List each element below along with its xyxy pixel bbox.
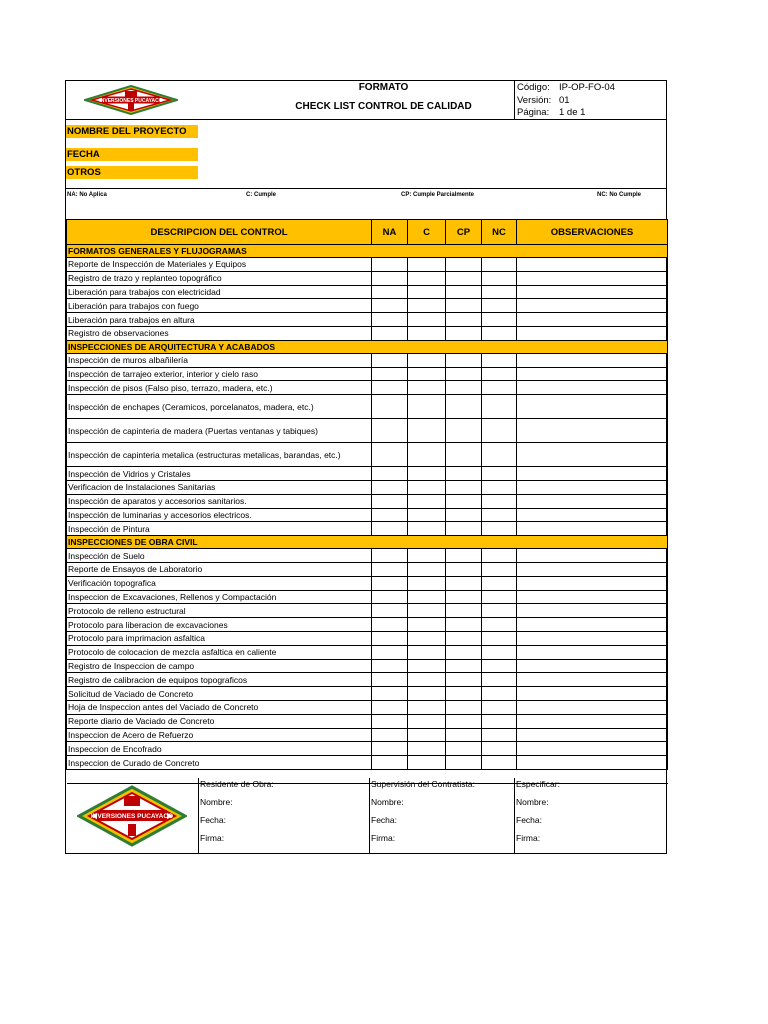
table-row <box>67 419 668 443</box>
legend-na: NA: No Aplica <box>67 192 107 198</box>
cp-checkbox-cell[interactable] <box>446 576 482 590</box>
cp-checkbox-cell[interactable] <box>446 258 482 272</box>
table-row <box>67 673 668 687</box>
footer-logo <box>66 778 198 854</box>
signature-footer <box>66 778 666 854</box>
nc-checkbox-cell[interactable] <box>482 728 517 742</box>
nc-checkbox-cell[interactable] <box>482 576 517 590</box>
nc-checkbox-cell[interactable] <box>482 673 517 687</box>
control-description: Inspección de aparatos y accesorios sanitarios. <box>67 494 372 508</box>
table-row <box>67 742 668 756</box>
supervisor-date-field[interactable]: Fecha: <box>371 815 397 825</box>
control-description: Liberación para trabajos en altura <box>67 313 372 327</box>
table-row <box>67 728 668 742</box>
nc-checkbox-cell[interactable] <box>482 700 517 714</box>
code-value: IP-OP-FO-04 <box>559 82 615 93</box>
observations-cell[interactable] <box>517 562 668 576</box>
c-checkbox-cell[interactable] <box>408 562 446 576</box>
company-logo <box>66 81 196 119</box>
na-checkbox-cell[interactable] <box>372 631 408 645</box>
c-checkbox-cell[interactable] <box>408 659 446 673</box>
nc-checkbox-cell[interactable] <box>482 353 517 367</box>
control-description: Liberación para trabajos con fuego <box>67 299 372 313</box>
legend-cp: CP: Cumple Parcialmente <box>401 192 475 198</box>
table-row <box>67 549 668 563</box>
resident-date-field[interactable]: Fecha: <box>200 815 226 825</box>
c-checkbox-cell[interactable] <box>408 700 446 714</box>
observations-cell[interactable] <box>517 590 668 604</box>
table-row <box>67 443 668 467</box>
nc-checkbox-cell[interactable] <box>482 271 517 285</box>
control-description: Verificación topografica <box>67 576 372 590</box>
observations-cell[interactable] <box>517 367 668 381</box>
c-checkbox-cell[interactable] <box>408 443 446 467</box>
cp-checkbox-cell[interactable] <box>446 687 482 701</box>
c-checkbox-cell[interactable] <box>408 419 446 443</box>
resident-signature-block <box>198 778 369 854</box>
form-header <box>66 81 666 120</box>
c-checkbox-cell[interactable] <box>408 590 446 604</box>
na-checkbox-cell[interactable] <box>372 562 408 576</box>
c-checkbox-cell[interactable] <box>408 258 446 272</box>
nc-checkbox-cell[interactable] <box>482 299 517 313</box>
observations-cell[interactable] <box>517 522 668 536</box>
observations-cell[interactable] <box>517 258 668 272</box>
version-value: 01 <box>559 95 570 106</box>
c-checkbox-cell[interactable] <box>408 494 446 508</box>
control-description: Registro de observaciones <box>67 326 372 340</box>
na-checkbox-cell[interactable] <box>372 271 408 285</box>
version-row <box>517 95 570 106</box>
c-checkbox-cell[interactable] <box>408 673 446 687</box>
observations-cell[interactable] <box>517 728 668 742</box>
c-checkbox-cell[interactable] <box>408 326 446 340</box>
control-description: Reporte de Inspección de Materiales y Equipos <box>67 258 372 272</box>
nc-checkbox-cell[interactable] <box>482 687 517 701</box>
control-description: Reporte diario de Vaciado de Concreto <box>67 714 372 728</box>
table-row <box>67 508 668 522</box>
observations-cell[interactable] <box>517 480 668 494</box>
nc-checkbox-cell[interactable] <box>482 714 517 728</box>
control-description: Inspección de capinteria metalica (estructuras metalicas, barandas, etc.) <box>67 443 372 467</box>
table-row <box>67 494 668 508</box>
observations-cell[interactable] <box>517 673 668 687</box>
observations-cell[interactable] <box>517 659 668 673</box>
observations-cell[interactable] <box>517 353 668 367</box>
na-checkbox-cell[interactable] <box>372 381 408 395</box>
observations-cell[interactable] <box>517 467 668 481</box>
control-description: Reporte de Ensayos de Laboratorio <box>67 562 372 576</box>
control-description: Inspección de enchapes (Ceramicos, porcelanatos, madera, etc.) <box>67 395 372 419</box>
control-description: Verificacion de Instalaciones Sanitarias <box>67 480 372 494</box>
resident-title: Residente de Obra: <box>200 779 274 789</box>
na-checkbox-cell[interactable] <box>372 756 408 770</box>
observations-cell[interactable] <box>517 576 668 590</box>
control-description: Registro de calibracion de equipos topograficos <box>67 673 372 687</box>
control-description: Inspección de muros albañilería <box>67 353 372 367</box>
cp-checkbox-cell[interactable] <box>446 756 482 770</box>
table-row <box>67 576 668 590</box>
col-header-description: DESCRIPCION DEL CONTROL <box>67 220 372 245</box>
observations-cell[interactable] <box>517 419 668 443</box>
observations-cell[interactable] <box>517 714 668 728</box>
table-row <box>67 271 668 285</box>
nc-checkbox-cell[interactable] <box>482 285 517 299</box>
version-label: Versión: <box>517 95 552 106</box>
na-checkbox-cell[interactable] <box>372 659 408 673</box>
date-field[interactable]: FECHA <box>66 148 198 161</box>
col-header-observations: OBSERVACIONES <box>517 220 668 245</box>
control-description: Inspección de pisos (Falso piso, terrazo, madera, etc.) <box>67 381 372 395</box>
page-label: Página: <box>517 107 550 118</box>
other-date-field[interactable]: Fecha: <box>516 815 542 825</box>
observations-cell[interactable] <box>517 271 668 285</box>
cp-checkbox-cell[interactable] <box>446 381 482 395</box>
table-row <box>67 353 668 367</box>
checklist-body <box>67 245 668 784</box>
control-description: Inspección de luminarias y accesorios electricos. <box>67 508 372 522</box>
nc-checkbox-cell[interactable] <box>482 549 517 563</box>
cp-checkbox-cell[interactable] <box>446 419 482 443</box>
na-checkbox-cell[interactable] <box>372 443 408 467</box>
control-description: Solicitud de Vaciado de Concreto <box>67 687 372 701</box>
na-checkbox-cell[interactable] <box>372 522 408 536</box>
legend-nc: NC: No Cumple <box>597 192 641 198</box>
observations-cell[interactable] <box>517 549 668 563</box>
na-checkbox-cell[interactable] <box>372 299 408 313</box>
supervisor-title: Supervisión del Contratista: <box>371 779 475 789</box>
section-title: FORMATOS GENERALES Y FLUJOGRAMAS <box>67 245 668 258</box>
observations-cell[interactable] <box>517 443 668 467</box>
other-name-field[interactable]: Nombre: <box>516 797 549 807</box>
c-checkbox-cell[interactable] <box>408 522 446 536</box>
c-checkbox-cell[interactable] <box>408 742 446 756</box>
na-checkbox-cell[interactable] <box>372 258 408 272</box>
control-description: Inspección de Pintura <box>67 522 372 536</box>
nc-checkbox-cell[interactable] <box>482 631 517 645</box>
table-row <box>67 687 668 701</box>
code-label: Código: <box>517 82 550 93</box>
section-title: INSPECCIONES DE ARQUITECTURA Y ACABADOS <box>67 340 668 353</box>
table-row <box>67 756 668 770</box>
table-row <box>67 258 668 272</box>
control-description: Inspección de Vidrios y Cristales <box>67 467 372 481</box>
col-header-na: NA <box>372 220 408 245</box>
na-checkbox-cell[interactable] <box>372 395 408 419</box>
resident-name-field[interactable]: Nombre: <box>200 797 233 807</box>
cp-checkbox-cell[interactable] <box>446 443 482 467</box>
other-signature-block <box>514 778 666 854</box>
nc-checkbox-cell[interactable] <box>482 522 517 536</box>
nc-checkbox-cell[interactable] <box>482 443 517 467</box>
section-row <box>67 245 668 258</box>
na-checkbox-cell[interactable] <box>372 367 408 381</box>
observations-cell[interactable] <box>517 618 668 632</box>
document-control-block <box>514 81 666 119</box>
cp-checkbox-cell[interactable] <box>446 728 482 742</box>
cp-checkbox-cell[interactable] <box>446 742 482 756</box>
table-row <box>67 467 668 481</box>
cp-checkbox-cell[interactable] <box>446 673 482 687</box>
control-description: Protocolo para liberacion de excavaciones <box>67 618 372 632</box>
na-checkbox-cell[interactable] <box>372 353 408 367</box>
observations-cell[interactable] <box>517 700 668 714</box>
c-checkbox-cell[interactable] <box>408 756 446 770</box>
cp-checkbox-cell[interactable] <box>446 467 482 481</box>
control-description: Protocolo para imprimacion asfaltica <box>67 631 372 645</box>
svg-text:INVERSIONES PUCAYACO: INVERSIONES PUCAYACO <box>90 813 174 820</box>
cp-checkbox-cell[interactable] <box>446 604 482 618</box>
form-type-label: FORMATO <box>358 82 409 93</box>
cp-checkbox-cell[interactable] <box>446 353 482 367</box>
code-row <box>517 82 615 93</box>
nc-checkbox-cell[interactable] <box>482 467 517 481</box>
table-row <box>67 700 668 714</box>
table-row <box>67 313 668 327</box>
checklist-table <box>66 219 668 784</box>
table-row <box>67 590 668 604</box>
na-checkbox-cell[interactable] <box>372 467 408 481</box>
control-description: Protocolo de relleno estructural <box>67 604 372 618</box>
form-title: CHECK LIST CONTROL DE CALIDAD <box>295 101 472 112</box>
col-header-cp: CP <box>446 220 482 245</box>
table-row <box>67 631 668 645</box>
c-checkbox-cell[interactable] <box>408 299 446 313</box>
na-checkbox-cell[interactable] <box>372 742 408 756</box>
page-value: 1 de 1 <box>559 107 586 118</box>
observations-cell[interactable] <box>517 285 668 299</box>
control-description: Inspeccion de Encofrado <box>67 742 372 756</box>
project-info <box>66 121 666 189</box>
project-name-field[interactable]: NOMBRE DEL PROYECTO <box>66 125 198 138</box>
observations-cell[interactable] <box>517 313 668 327</box>
cp-checkbox-cell[interactable] <box>446 659 482 673</box>
nc-checkbox-cell[interactable] <box>482 562 517 576</box>
c-checkbox-cell[interactable] <box>408 381 446 395</box>
table-row <box>67 714 668 728</box>
control-description: Inspeccion de Acero de Refuerzo <box>67 728 372 742</box>
observations-cell[interactable] <box>517 645 668 659</box>
control-description: Registro de trazo y replanteo topográfico <box>67 271 372 285</box>
na-checkbox-cell[interactable] <box>372 419 408 443</box>
nc-checkbox-cell[interactable] <box>482 508 517 522</box>
na-checkbox-cell[interactable] <box>372 508 408 522</box>
c-checkbox-cell[interactable] <box>408 367 446 381</box>
observations-cell[interactable] <box>517 742 668 756</box>
cp-checkbox-cell[interactable] <box>446 367 482 381</box>
nc-checkbox-cell[interactable] <box>482 604 517 618</box>
table-row <box>67 381 668 395</box>
observations-cell[interactable] <box>517 604 668 618</box>
table-row <box>67 562 668 576</box>
c-checkbox-cell[interactable] <box>408 618 446 632</box>
control-description: Inspección de tarrajeo exterior, interior y cielo raso <box>67 367 372 381</box>
observations-cell[interactable] <box>517 381 668 395</box>
control-description: Inspección de Suelo <box>67 549 372 563</box>
observations-cell[interactable] <box>517 687 668 701</box>
c-checkbox-cell[interactable] <box>408 271 446 285</box>
cp-checkbox-cell[interactable] <box>446 522 482 536</box>
others-field[interactable]: OTROS <box>66 166 198 179</box>
cp-checkbox-cell[interactable] <box>446 299 482 313</box>
legend-c: C: Cumple <box>246 192 276 198</box>
control-description: Hoja de Inspeccion antes del Vaciado de Concreto <box>67 700 372 714</box>
table-row <box>67 395 668 419</box>
nc-checkbox-cell[interactable] <box>482 659 517 673</box>
cp-checkbox-cell[interactable] <box>446 508 482 522</box>
supervisor-signature-field[interactable]: Firma: <box>371 833 396 843</box>
supervisor-name-field[interactable]: Nombre: <box>371 797 404 807</box>
control-description: Inspeccion de Excavaciones, Rellenos y Compactación <box>67 590 372 604</box>
observations-cell[interactable] <box>517 508 668 522</box>
cp-checkbox-cell[interactable] <box>446 590 482 604</box>
c-checkbox-cell[interactable] <box>408 687 446 701</box>
c-checkbox-cell[interactable] <box>408 395 446 419</box>
col-header-c: C <box>408 220 446 245</box>
c-checkbox-cell[interactable] <box>408 508 446 522</box>
cp-checkbox-cell[interactable] <box>446 562 482 576</box>
na-checkbox-cell[interactable] <box>372 687 408 701</box>
na-checkbox-cell[interactable] <box>372 728 408 742</box>
cp-checkbox-cell[interactable] <box>446 714 482 728</box>
table-row <box>67 299 668 313</box>
c-checkbox-cell[interactable] <box>408 645 446 659</box>
na-checkbox-cell[interactable] <box>372 700 408 714</box>
c-checkbox-cell[interactable] <box>408 285 446 299</box>
c-checkbox-cell[interactable] <box>408 313 446 327</box>
table-row <box>67 285 668 299</box>
observations-cell[interactable] <box>517 756 668 770</box>
form-title-block <box>256 81 511 119</box>
cp-checkbox-cell[interactable] <box>446 645 482 659</box>
nc-checkbox-cell[interactable] <box>482 645 517 659</box>
na-checkbox-cell[interactable] <box>372 576 408 590</box>
other-title: Especificar: <box>516 779 560 789</box>
nc-checkbox-cell[interactable] <box>482 313 517 327</box>
c-checkbox-cell[interactable] <box>408 353 446 367</box>
other-signature-field[interactable]: Firma: <box>516 833 541 843</box>
table-row <box>67 480 668 494</box>
nc-checkbox-cell[interactable] <box>482 742 517 756</box>
na-checkbox-cell[interactable] <box>372 285 408 299</box>
control-description: Inspeccion de Curado de Concreto <box>67 756 372 770</box>
c-checkbox-cell[interactable] <box>408 728 446 742</box>
nc-checkbox-cell[interactable] <box>482 258 517 272</box>
nc-checkbox-cell[interactable] <box>482 419 517 443</box>
na-checkbox-cell[interactable] <box>372 480 408 494</box>
observations-cell[interactable] <box>517 299 668 313</box>
control-description: Inspección de capinteria de madera (Puertas ventanas y tabiques) <box>67 419 372 443</box>
c-checkbox-cell[interactable] <box>408 576 446 590</box>
na-checkbox-cell[interactable] <box>372 645 408 659</box>
na-checkbox-cell[interactable] <box>372 714 408 728</box>
resident-signature-field[interactable]: Firma: <box>200 833 225 843</box>
cp-checkbox-cell[interactable] <box>446 285 482 299</box>
table-row <box>67 618 668 632</box>
cp-checkbox-cell[interactable] <box>446 618 482 632</box>
svg-text:INVERSIONES PUCAYACO: INVERSIONES PUCAYACO <box>99 98 163 104</box>
na-checkbox-cell[interactable] <box>372 549 408 563</box>
c-checkbox-cell[interactable] <box>408 480 446 494</box>
section-row <box>67 536 668 549</box>
cp-checkbox-cell[interactable] <box>446 494 482 508</box>
c-checkbox-cell[interactable] <box>408 631 446 645</box>
section-title: INSPECCIONES DE OBRA CIVIL <box>67 536 668 549</box>
table-row <box>67 522 668 536</box>
nc-checkbox-cell[interactable] <box>482 494 517 508</box>
na-checkbox-cell[interactable] <box>372 590 408 604</box>
cp-checkbox-cell[interactable] <box>446 326 482 340</box>
na-checkbox-cell[interactable] <box>372 494 408 508</box>
cp-checkbox-cell[interactable] <box>446 549 482 563</box>
section-row <box>67 340 668 353</box>
na-checkbox-cell[interactable] <box>372 618 408 632</box>
na-checkbox-cell[interactable] <box>372 604 408 618</box>
nc-checkbox-cell[interactable] <box>482 756 517 770</box>
nc-checkbox-cell[interactable] <box>482 618 517 632</box>
table-row <box>67 659 668 673</box>
observations-cell[interactable] <box>517 631 668 645</box>
cp-checkbox-cell[interactable] <box>446 271 482 285</box>
nc-checkbox-cell[interactable] <box>482 395 517 419</box>
cp-checkbox-cell[interactable] <box>446 313 482 327</box>
nc-checkbox-cell[interactable] <box>482 590 517 604</box>
observations-cell[interactable] <box>517 326 668 340</box>
na-checkbox-cell[interactable] <box>372 313 408 327</box>
cp-checkbox-cell[interactable] <box>446 395 482 419</box>
table-row <box>67 326 668 340</box>
page-row <box>517 107 585 118</box>
supervisor-signature-block <box>369 778 514 854</box>
observations-cell[interactable] <box>517 494 668 508</box>
nc-checkbox-cell[interactable] <box>482 480 517 494</box>
na-checkbox-cell[interactable] <box>372 326 408 340</box>
c-checkbox-cell[interactable] <box>408 714 446 728</box>
control-description: Protocolo de colocacion de mezcla asfaltica en caliente <box>67 645 372 659</box>
nc-checkbox-cell[interactable] <box>482 367 517 381</box>
table-row <box>67 604 668 618</box>
na-checkbox-cell[interactable] <box>372 673 408 687</box>
nc-checkbox-cell[interactable] <box>482 381 517 395</box>
col-header-nc: NC <box>482 220 517 245</box>
cp-checkbox-cell[interactable] <box>446 631 482 645</box>
control-description: Registro de Inspeccion de campo <box>67 659 372 673</box>
c-checkbox-cell[interactable] <box>408 467 446 481</box>
c-checkbox-cell[interactable] <box>408 604 446 618</box>
control-description: Liberación para trabajos con electricidad <box>67 285 372 299</box>
table-row <box>67 645 668 659</box>
checklist-form <box>65 80 667 854</box>
table-header-row <box>67 220 668 245</box>
cp-checkbox-cell[interactable] <box>446 700 482 714</box>
observations-cell[interactable] <box>517 395 668 419</box>
c-checkbox-cell[interactable] <box>408 549 446 563</box>
cp-checkbox-cell[interactable] <box>446 480 482 494</box>
table-row <box>67 367 668 381</box>
nc-checkbox-cell[interactable] <box>482 326 517 340</box>
